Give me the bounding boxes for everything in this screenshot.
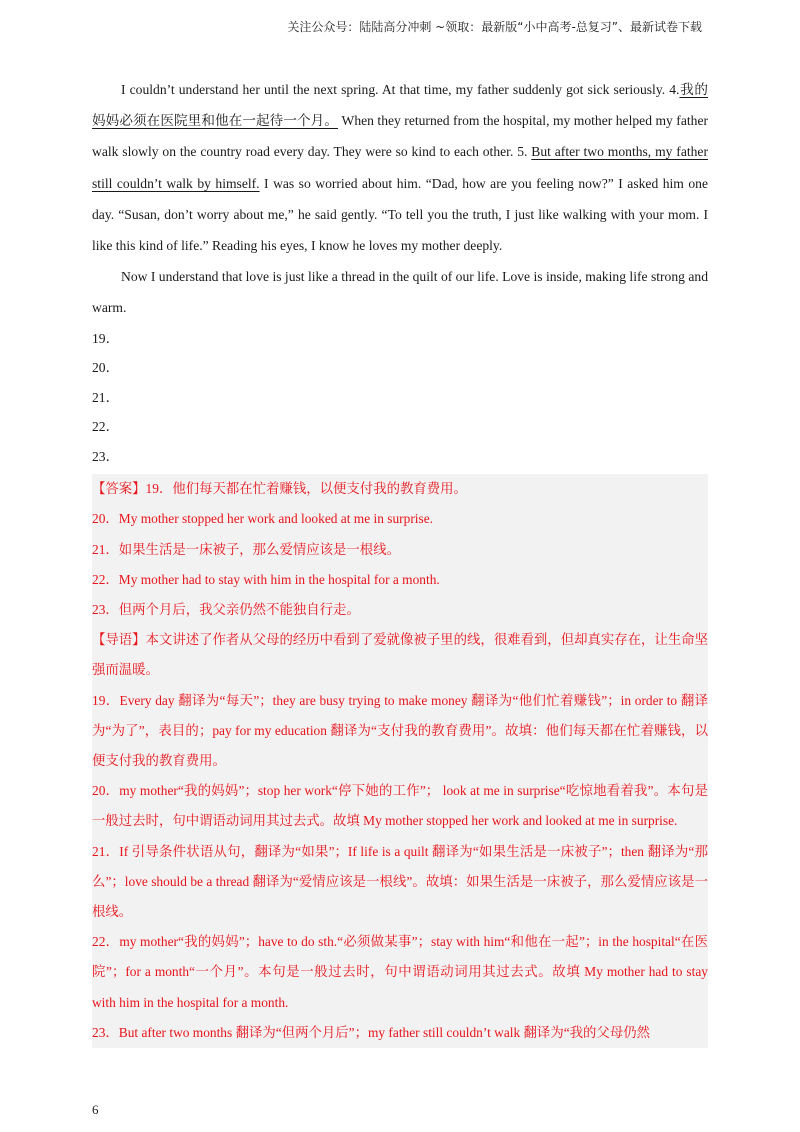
explanation-line: 20．my mother“我的妈妈”；stop her work“停下她的工作”； look at me in surprise“吃惊地看着我”。本句是一般过去时，句中谓语动词用其过去式。故填 My mother stopped her work and looked at me in surprise. xyxy=(92,783,708,829)
answer-line: 20．My mother stopped her work and looked at me in surprise. xyxy=(92,511,434,527)
underlined-sentence-4: 我的妈妈必须在医院里和他在一起待一个月。 xyxy=(92,82,708,129)
guide-text: 【导语】本文讲述了作者从父母的经历中看到了爱就像被子里的线，很难看到，但却真实存在，让生命坚强而温暖。 xyxy=(92,632,708,678)
page-number: 6 xyxy=(92,1102,99,1117)
passage-text: When they returned from the hospital, my mother helped my father walk slowly on the country road every day. They were so kind to each other. 5. xyxy=(92,113,709,160)
blank-number: 21． xyxy=(92,389,120,405)
passage-paragraph-1 xyxy=(92,74,708,261)
answer-line: 23．但两个月后，我父亲仍然不能独自行走。 xyxy=(92,601,360,617)
passage-paragraph-2: Now I understand that love is just like a thread in the quilt of our life. Love is inside, making life strong and warm. xyxy=(92,269,708,316)
document-body xyxy=(92,74,708,1048)
blank-number: 19． xyxy=(92,330,120,346)
passage-text: I was so worried about him. “Dad, how are you feeling now?” I asked him one day. “Susan, don’t worry about me,” he said gently. “To tell you the truth, I just like walking with your mom. I like this kind of life.” Reading his eyes, I know he loves my mother deeply. xyxy=(92,175,708,254)
answer-section xyxy=(92,474,708,1048)
explanation-line: 23．But after two months 翻译为“但两个月后”；my father still couldn’t walk 翻译为“我的父母仍然 xyxy=(92,1024,650,1040)
explanation-line: 21．If 引导条件状语从句，翻译为“如果”；If life is a quilt 翻译为“如果生活是一床被子”；then 翻译为“那么”；love should be a thread 翻译为“爱情应该是一根线”。故填：如果生活是一床被子，那么爱情应该是一根线。 xyxy=(92,843,708,919)
page-header: 关注公众号：陆陆高分冲刺 ~领取：最新版“小中高考-总复习”、最新试卷下载 xyxy=(287,20,702,34)
answer-line: 【答案】19．他们每天都在忙着赚钱，以便支付我的教育费用。 xyxy=(92,481,467,497)
blank-number: 22． xyxy=(92,419,120,435)
answer-line: 22．My mother had to stay with him in the hospital for a month. xyxy=(92,571,440,587)
blank-number: 23． xyxy=(92,448,120,464)
passage-text: I couldn’t understand her until the next spring. At that time, my father suddenly got sick seriously. 4. xyxy=(121,82,680,97)
explanation-line: 19．Every day 翻译为“每天”；they are busy trying to make money 翻译为“他们忙着赚钱”；in order to 翻译为“为了”，表目的；pay for my education 翻译为“支付我的教育费用”。故填：他们每天都在忙着赚钱，以便支付我的教育费用。 xyxy=(92,692,708,768)
answer-line: 21．如果生活是一床被子，那么爱情应该是一根线。 xyxy=(92,541,400,557)
blank-number: 20． xyxy=(92,360,120,376)
blank-list xyxy=(92,324,708,472)
explanation-line: 22．my mother“我的妈妈”；have to do sth.“必须做某事”；stay with him“和他在一起”；in the hospital“在医院”；for a month“一个月”。本句是一般过去时，句中谓语动词用其过去式。故填 My mother had to stay with him in the hospital for a month. xyxy=(92,934,708,1010)
underlined-sentence-5: But after two months, my father still couldn’t walk by himself. xyxy=(92,144,708,191)
